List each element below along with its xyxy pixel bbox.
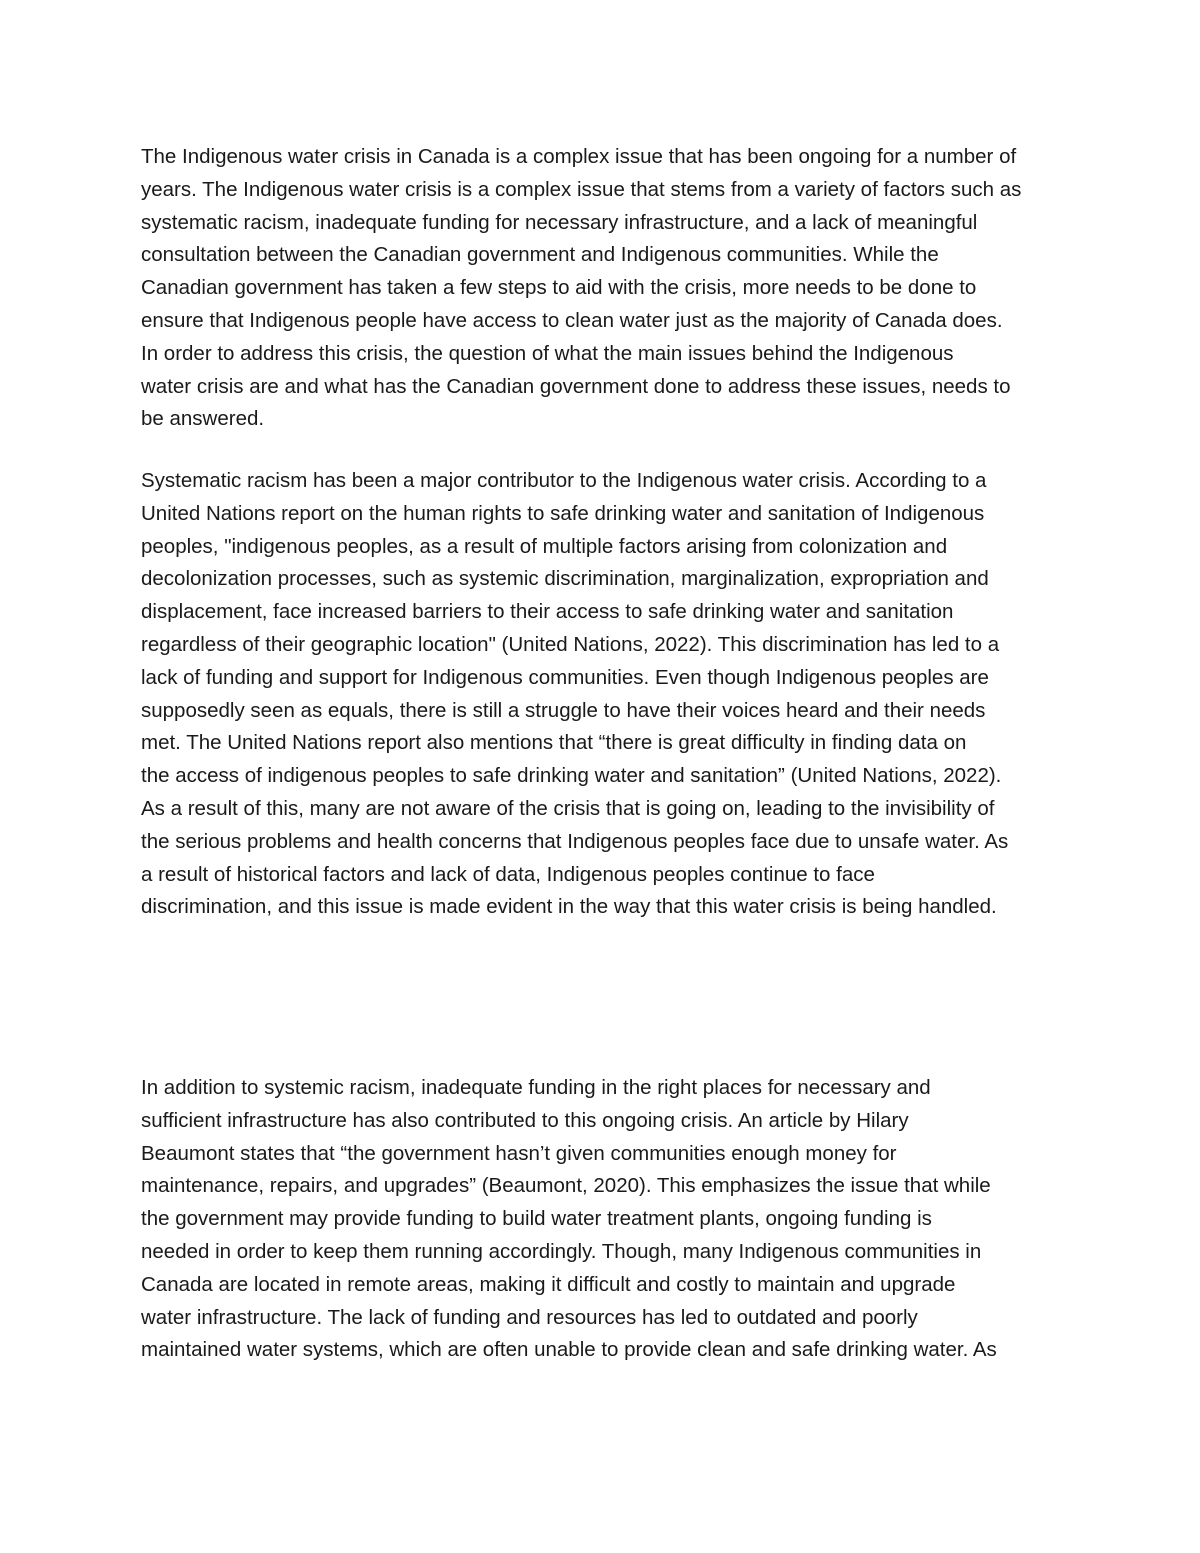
text-line: As a result of this, many are not aware of the crisis that is going on, leading to the invisibility of (141, 796, 995, 820)
text-line: the access of indigenous peoples to safe drinking water and sanitation” (United Nations, 2022). (141, 764, 1002, 788)
text-line: systematic racism, inadequate funding for necessary infrastructure, and a lack of meaningful (141, 210, 978, 234)
text-line: met. The United Nations report also mentions that “there is great difficulty in finding data on (141, 731, 967, 755)
text-line: In order to address this crisis, the question of what the main issues behind the Indigenous (141, 341, 954, 365)
text-line: United Nations report on the human rights to safe drinking water and sanitation of Indigenous (141, 501, 985, 525)
text-line: discrimination, and this issue is made evident in the way that this water crisis is being handled. (141, 895, 997, 919)
text-line: water infrastructure. The lack of funding and resources has led to outdated and poorly (141, 1305, 918, 1329)
text-line: peoples, "indigenous peoples, as a result of multiple factors arising from colonization and (141, 534, 948, 558)
text-line: sufficient infrastructure has also contributed to this ongoing crisis. An article by Hilary (141, 1108, 909, 1132)
text-line: consultation between the Canadian government and Indigenous communities. While the (141, 243, 939, 267)
text-line: a result of historical factors and lack of data, Indigenous peoples continue to face (141, 862, 875, 886)
text-line: supposedly seen as equals, there is still a struggle to have their voices heard and their needs (141, 698, 986, 722)
text-line: The Indigenous water crisis in Canada is a complex issue that has been ongoing for a number of (141, 145, 1017, 168)
text-line: decolonization processes, such as systemic discrimination, marginalization, expropriation and (141, 567, 989, 591)
text-line: the serious problems and health concerns that Indigenous peoples face due to unsafe water. As (141, 829, 1009, 853)
text-line: regardless of their geographic location" (United Nations, 2022). This discrimination has led to a (141, 632, 1000, 656)
text-line: water crisis are and what has the Canadian government done to address these issues, needs to (141, 374, 1011, 398)
text-line: the government may provide funding to build water treatment plants, ongoing funding is (141, 1207, 932, 1231)
paragraph-intro (141, 141, 1021, 436)
text-line: ensure that Indigenous people have access to clean water just as the majority of Canada does. (141, 308, 1003, 332)
text-line: needed in order to keep them running accordingly. Though, many Indigenous communities in (141, 1239, 982, 1263)
text-line: Canada are located in remote areas, making it difficult and costly to maintain and upgrade (141, 1272, 956, 1296)
text-line: Systematic racism has been a major contributor to the Indigenous water crisis. According to a (141, 469, 987, 492)
text-line: displacement, face increased barriers to their access to safe drinking water and sanitation (141, 600, 954, 624)
text-line: be answered. (141, 407, 265, 431)
paragraph-inadequate-funding (141, 1072, 997, 1367)
text-line: In addition to systemic racism, inadequate funding in the right places for necessary and (141, 1076, 931, 1099)
paragraph-systematic-racism (141, 465, 1008, 924)
text-line: lack of funding and support for Indigenous communities. Even though Indigenous peoples are (141, 665, 989, 689)
text-line: Canadian government has taken a few steps to aid with the crisis, more needs to be done to (141, 276, 977, 300)
text-line: years. The Indigenous water crisis is a complex issue that stems from a variety of factors such as (141, 177, 1022, 201)
text-line: maintained water systems, which are often unable to provide clean and safe drinking water. As (141, 1338, 997, 1362)
text-line: Beaumont states that “the government hasn’t given communities enough money for (141, 1141, 897, 1165)
text-line: maintenance, repairs, and upgrades” (Beaumont, 2020). This emphasizes the issue that while (141, 1174, 991, 1198)
